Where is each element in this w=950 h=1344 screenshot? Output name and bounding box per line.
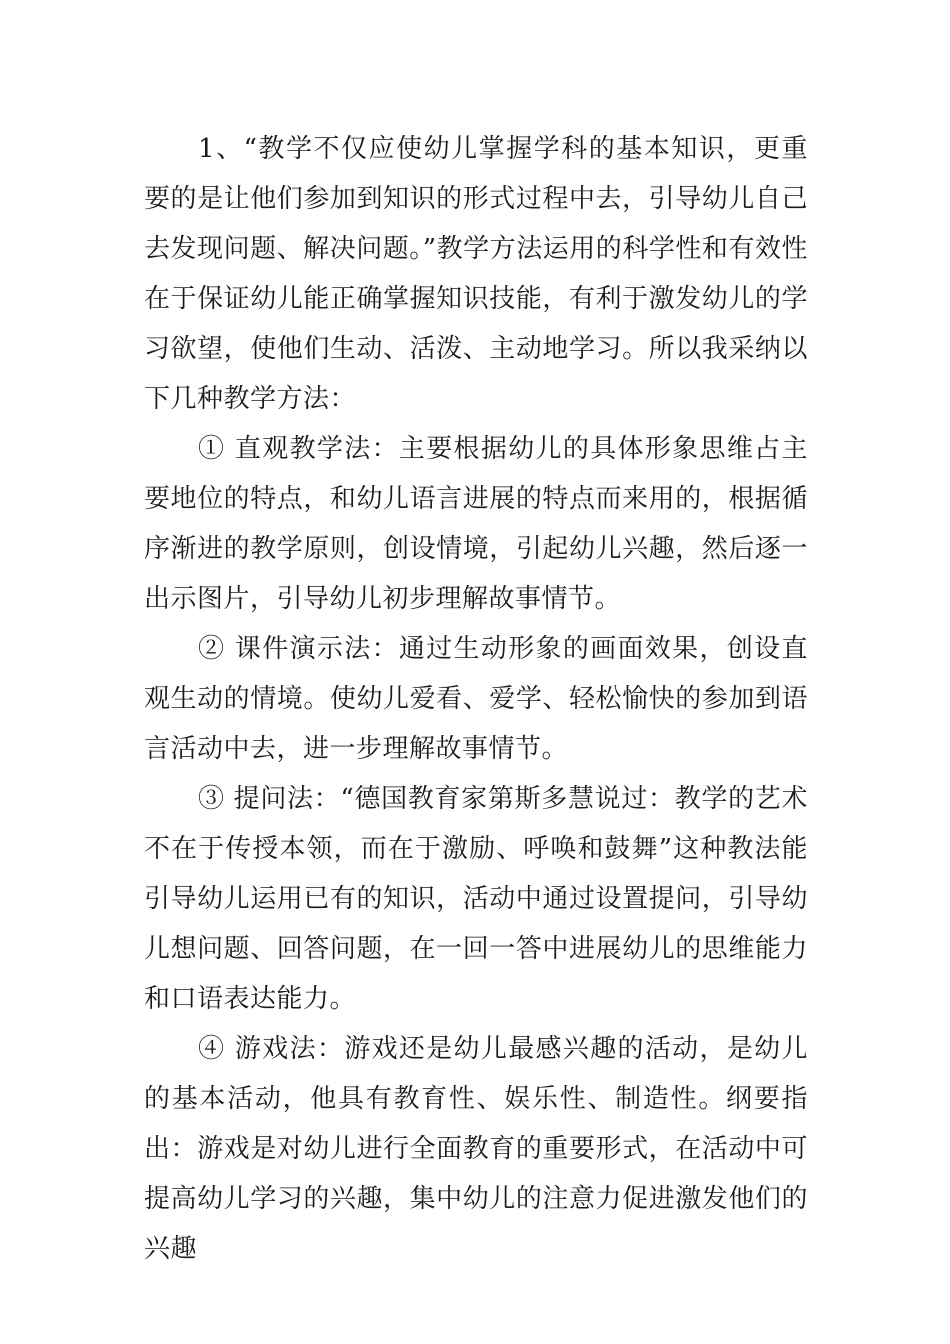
paragraph-intro: 1、“教学不仅应使幼儿掌握学科的基本知识，更重要的是让他们参加到知识的形式过程中去，引导幼儿自己去发现问题、解决问题。”教学方法运用的科学性和有效性在于保证幼儿能正确掌握知识技能，有利于激发幼儿的学习欲望，使他们生动、活泼、主动地学习。所以我采纳以下几种教学方法： — [144, 134, 808, 414]
paragraph-method-intuitive: ① 直观教学法：主要根据幼儿的具体形象思维占主要地位的特点，和幼儿语言进展的特点而来用的，根据循序渐进的教学原则，创设情境，引起幼儿兴趣，然后逐一出示图片，引导幼儿初步理解故事情节。 — [144, 434, 808, 614]
paragraph-method-game: ④ 游戏法：游戏还是幼儿最感兴趣的活动，是幼儿的基本活动，他具有教育性、娱乐性、制造性。纲要指出：游戏是对幼儿进行全面教育的重要形式，在活动中可提高幼儿学习的兴趣，集中幼儿的注意力促进激发他们的兴趣 — [144, 1034, 808, 1264]
paragraph-method-questioning: ③ 提问法：“德国教育家第斯多慧说过：教学的艺术不在于传授本领，而在于激励、呼唤和鼓舞”这种教法能引导幼儿运用已有的知识，活动中通过设置提问，引导幼儿想问题、回答问题，在一回一答中进展幼儿的思维能力和口语表达能力。 — [144, 784, 808, 1014]
document-body — [144, 124, 808, 1274]
paragraph-method-courseware: ② 课件演示法：通过生动形象的画面效果，创设直观生动的情境。使幼儿爱看、爱学、轻松愉快的参加到语言活动中去，进一步理解故事情节。 — [144, 634, 808, 764]
